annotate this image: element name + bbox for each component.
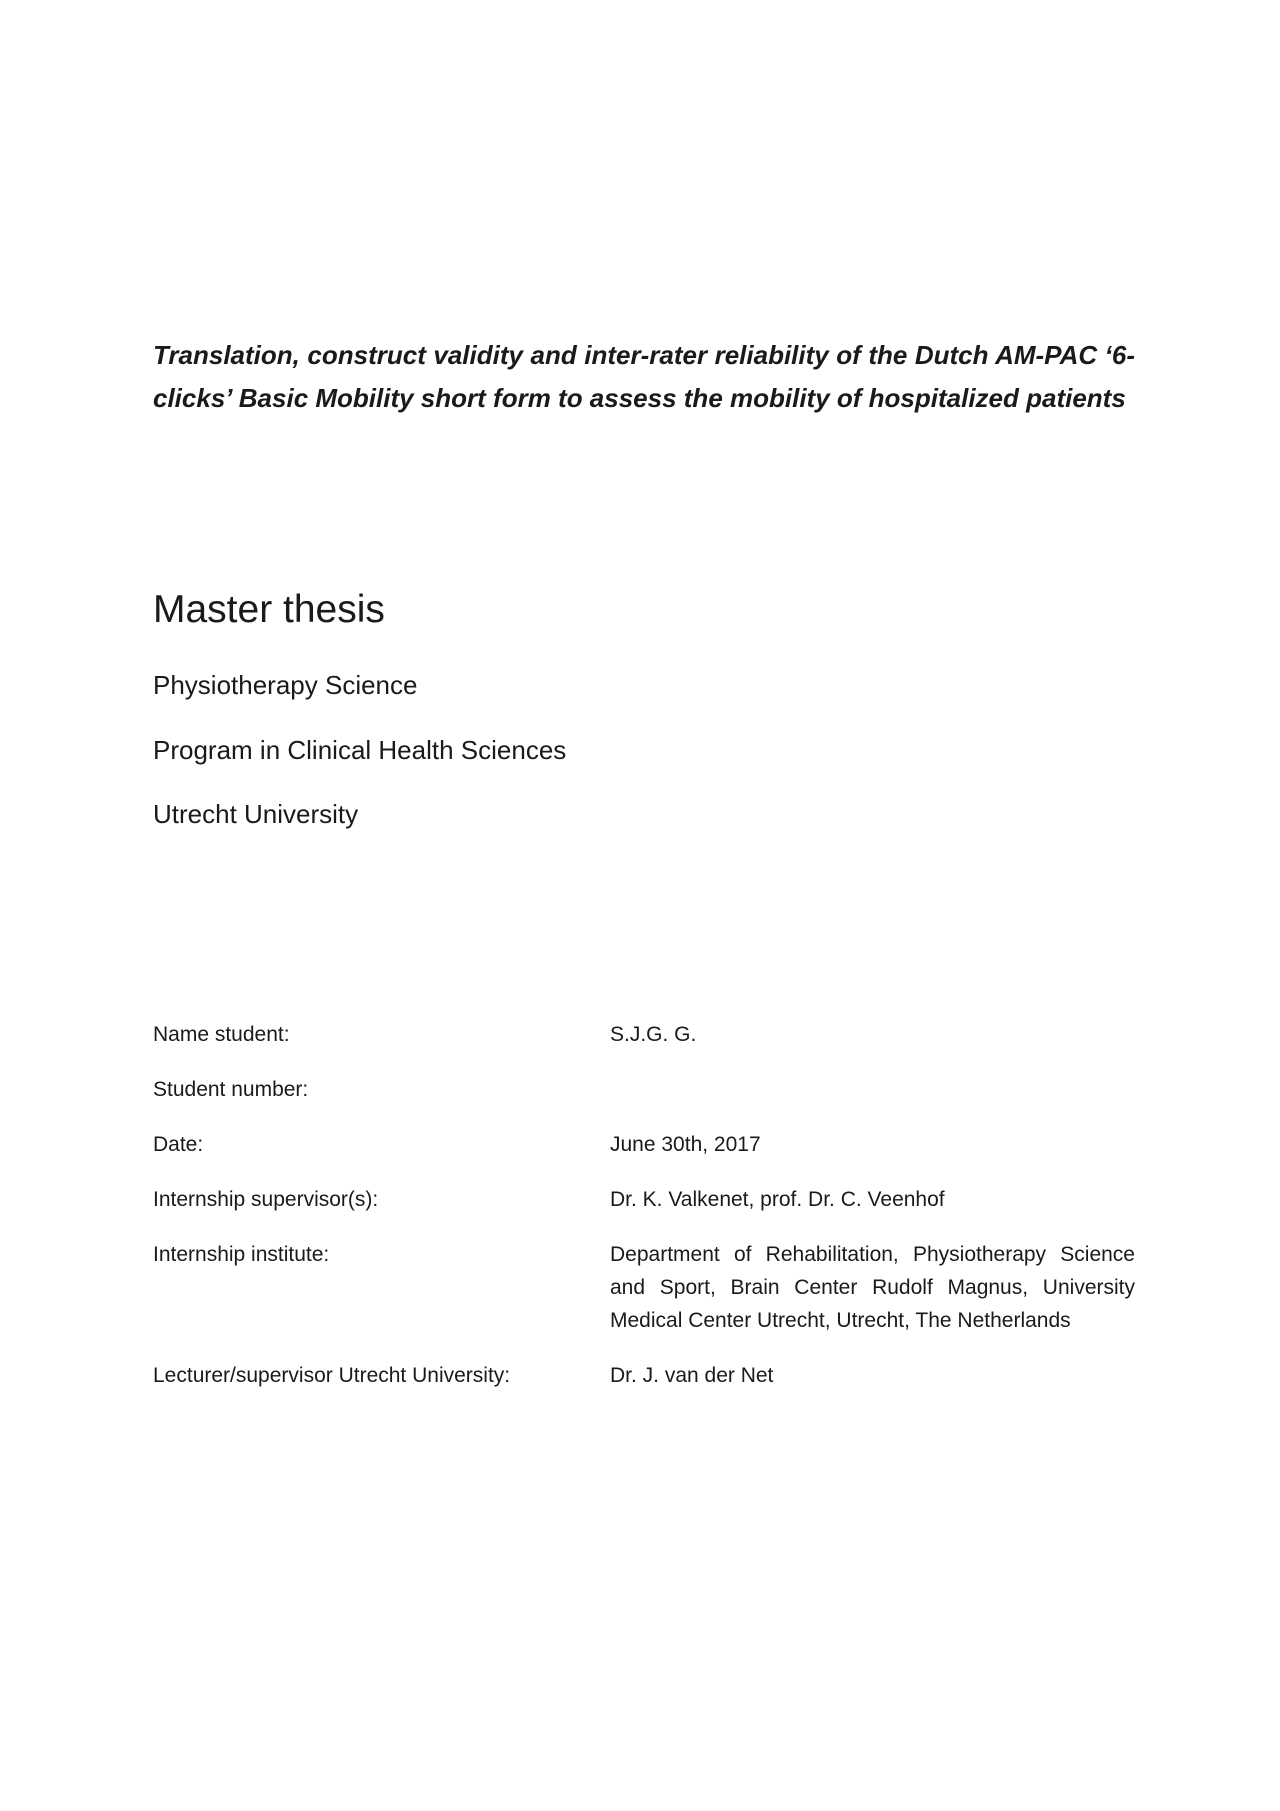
info-row-date xyxy=(153,1128,1135,1161)
subtitle-curriculum: Program in Clinical Health Sciences xyxy=(153,735,567,765)
info-value: June 30th, 2017 xyxy=(610,1133,761,1156)
info-row-student-number xyxy=(153,1073,1135,1106)
info-label: Lecturer/supervisor Utrecht University: xyxy=(153,1364,511,1387)
info-label: Name student: xyxy=(153,1023,290,1046)
info-row-internship-institute xyxy=(153,1238,1135,1337)
subtitle-university: Utrecht University xyxy=(153,799,359,829)
info-value: Department of Rehabilitation, Physiotherapy Science and Sport, Brain Center Rudolf Magnus, University Medical Center Utrecht, Utrecht, The Netherlands xyxy=(610,1243,1135,1332)
info-label: Internship supervisor(s): xyxy=(153,1188,379,1211)
info-row-lecturer-supervisor xyxy=(153,1359,1135,1392)
info-value: Dr. J. van der Net xyxy=(610,1364,774,1387)
info-label: Internship institute: xyxy=(153,1243,330,1266)
info-value: S.J.G. G. xyxy=(610,1023,697,1046)
info-table xyxy=(153,1018,1135,1414)
info-row-name-student xyxy=(153,1018,1135,1051)
info-label: Date: xyxy=(153,1133,204,1156)
info-row-internship-supervisors xyxy=(153,1183,1135,1216)
info-value xyxy=(610,1073,1135,1106)
info-label: Student number: xyxy=(153,1078,309,1101)
info-value: Dr. K. Valkenet, prof. Dr. C. Veenhof xyxy=(610,1188,945,1211)
thesis-title: Translation, construct validity and inter-rater reliability of the Dutch AM-PAC ‘6-clicks’ Basic Mobility short form to assess the mobility of hospitalized patients xyxy=(153,340,1135,413)
document-heading: Master thesis xyxy=(153,588,385,631)
subtitle-program: Physiotherapy Science xyxy=(153,670,418,700)
